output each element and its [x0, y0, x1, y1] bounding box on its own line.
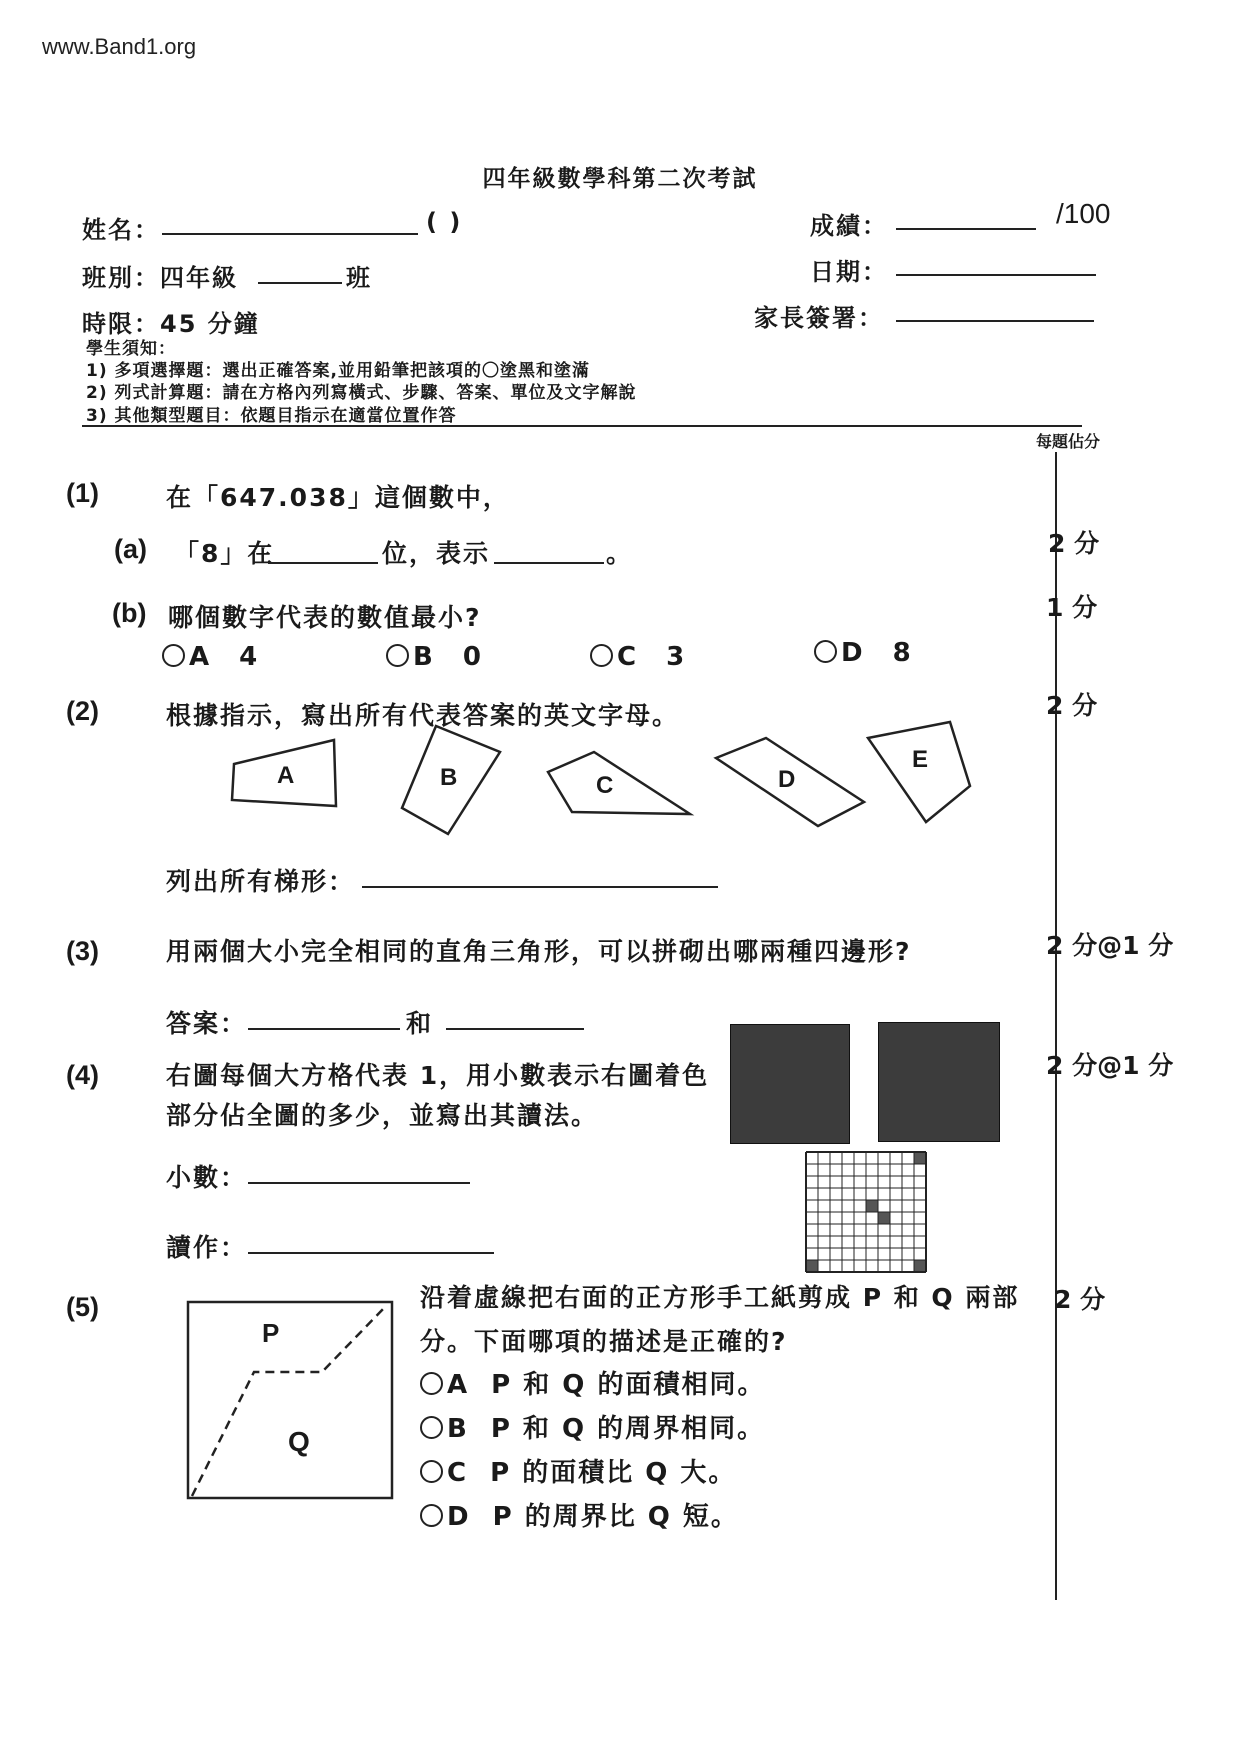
option-letter: A — [189, 642, 212, 672]
question-4-line-1: 右圖每個大方格代表 1，用小數表示右圖着色 — [166, 1061, 710, 1090]
question-5-line-2: 分。下面哪項的描述是正確的? — [420, 1327, 788, 1356]
shaded-grid-cell — [878, 1212, 890, 1224]
question-1b-score: 1 分 — [1046, 593, 1098, 622]
option-letter: B — [447, 1414, 469, 1444]
question-1a-text-2: 位，表示 — [382, 539, 491, 568]
shape-label-a: A — [277, 762, 295, 789]
name-label: 姓名： — [82, 216, 160, 244]
question-3-and: 和 — [406, 1009, 434, 1038]
option-text: P 的面積比 Q 大。 — [490, 1458, 737, 1488]
question-4-number: (4) — [66, 1060, 99, 1090]
shaded-grid-cell — [914, 1260, 926, 1272]
radio-circle-icon[interactable] — [420, 1460, 443, 1483]
question-5-option-b[interactable] — [420, 1408, 765, 1445]
option-value: 3 — [666, 642, 687, 672]
date-label: 日期： — [810, 258, 888, 286]
shape-label-b: B — [440, 764, 458, 791]
shaded-big-square-2 — [878, 1022, 1000, 1142]
score-label: 成績： — [810, 212, 888, 240]
question-2-answer-field[interactable] — [362, 886, 718, 888]
shaded-grid-cell — [914, 1152, 926, 1164]
notice-item: 1) 多項選擇題：選出正確答案,並用鉛筆把該項的〇塗黑和塗滿 — [86, 361, 590, 381]
question-1a-text-1: 「8」在 — [174, 539, 275, 568]
figure-label-q: Q — [288, 1426, 310, 1457]
option-letter: D — [841, 638, 865, 668]
shape-label-c: C — [596, 772, 614, 799]
question-1a-score: 2 分 — [1048, 529, 1100, 558]
question-2-score: 2 分 — [1046, 691, 1098, 720]
question-5-option-a[interactable] — [420, 1364, 765, 1401]
question-5-number: (5) — [66, 1292, 99, 1322]
question-1-number: (1) — [66, 478, 99, 508]
site-watermark: www.Band1.org — [42, 34, 197, 59]
shape-label-e: E — [912, 746, 929, 773]
shape-label-d: D — [778, 766, 796, 793]
option-letter: A — [447, 1370, 470, 1400]
question-1b-text: 哪個數字代表的數值最小? — [168, 603, 482, 632]
class-suffix: 班 — [346, 264, 372, 292]
question-1b-label: (b) — [112, 598, 147, 628]
question-5-line-1: 沿着虛線把右面的正方形手工紙剪成 P 和 Q 兩部 — [420, 1283, 1020, 1312]
radio-circle-icon[interactable] — [420, 1504, 443, 1527]
question-4-score: 2 分@1 分 — [1046, 1051, 1174, 1080]
score-column-label: 每題佔分 — [1036, 432, 1101, 451]
reading-answer-field[interactable] — [248, 1252, 494, 1254]
option-letter: C — [447, 1458, 469, 1488]
parent-signature-label: 家長簽署： — [754, 304, 884, 332]
question-3-answer-label: 答案： — [166, 1009, 248, 1038]
reading-label: 讀作： — [166, 1233, 248, 1262]
page-title: 四年級數學科第二次考試 — [482, 166, 758, 192]
question-3-answer-field-1[interactable] — [248, 1028, 400, 1030]
question-5-score: 2 分 — [1054, 1285, 1106, 1314]
option-letter: D — [447, 1502, 471, 1532]
question-2-text: 根據指示，寫出所有代表答案的英文字母。 — [166, 701, 680, 730]
question-2-number: (2) — [66, 696, 99, 726]
option-text: P 和 Q 的周界相同。 — [490, 1414, 766, 1444]
hundredths-grid — [806, 1152, 926, 1272]
shaded-grid-cell — [806, 1260, 818, 1272]
decimal-answer-field[interactable] — [248, 1182, 470, 1184]
shape-c-quadrilateral — [548, 752, 690, 814]
option-value: 0 — [462, 642, 483, 672]
question-5-option-c[interactable] — [420, 1452, 736, 1489]
notice-item: 3) 其他類型題目：依題目指示在適當位置作答 — [86, 406, 457, 426]
question-3-score: 2 分@1 分 — [1046, 931, 1174, 960]
question-3-text: 用兩個大小完全相同的直角三角形，可以拼砌出哪兩種四邊形? — [166, 937, 912, 966]
time-limit: 時限：45 分鐘 — [82, 310, 260, 338]
question-3-answer-field-2[interactable] — [446, 1028, 584, 1030]
option-value: 8 — [892, 638, 913, 668]
option-text: P 的周界比 Q 短。 — [492, 1502, 739, 1532]
option-value: 4 — [239, 642, 260, 672]
question-3-number: (3) — [66, 936, 99, 966]
shaded-big-square-1 — [730, 1024, 850, 1144]
question-1-text: 在「647.038」這個數中， — [166, 483, 510, 512]
option-letter: C — [617, 642, 639, 672]
class-number-paren: ( ) — [426, 208, 463, 236]
question-2-answer-label: 列出所有梯形： — [166, 867, 356, 896]
score-total: /100 — [1056, 198, 1111, 229]
radio-circle-icon[interactable] — [420, 1416, 443, 1439]
notice-item: 2) 列式計算題：請在方格內列寫橫式、步驟、答案、單位及文字解說 — [86, 383, 637, 403]
figure-label-p: P — [262, 1318, 280, 1348]
radio-circle-icon[interactable] — [420, 1372, 443, 1395]
question-1a-text-3: 。 — [606, 539, 634, 568]
paper-cut-figure — [186, 1300, 396, 1502]
dashed-cut-line — [192, 1306, 386, 1496]
option-text: P 和 Q 的面積相同。 — [491, 1370, 766, 1400]
class-label: 班別：四年級 — [82, 264, 238, 292]
decimal-label: 小數： — [166, 1163, 248, 1192]
question-4-line-2: 部分佔全圖的多少，並寫出其讀法。 — [166, 1101, 599, 1130]
notice-heading: 學生須知： — [86, 339, 176, 359]
question-1a-label: (a) — [114, 534, 147, 564]
shaded-grid-cell — [866, 1200, 878, 1212]
question-5-option-d[interactable] — [420, 1496, 739, 1533]
option-letter: B — [413, 642, 435, 672]
